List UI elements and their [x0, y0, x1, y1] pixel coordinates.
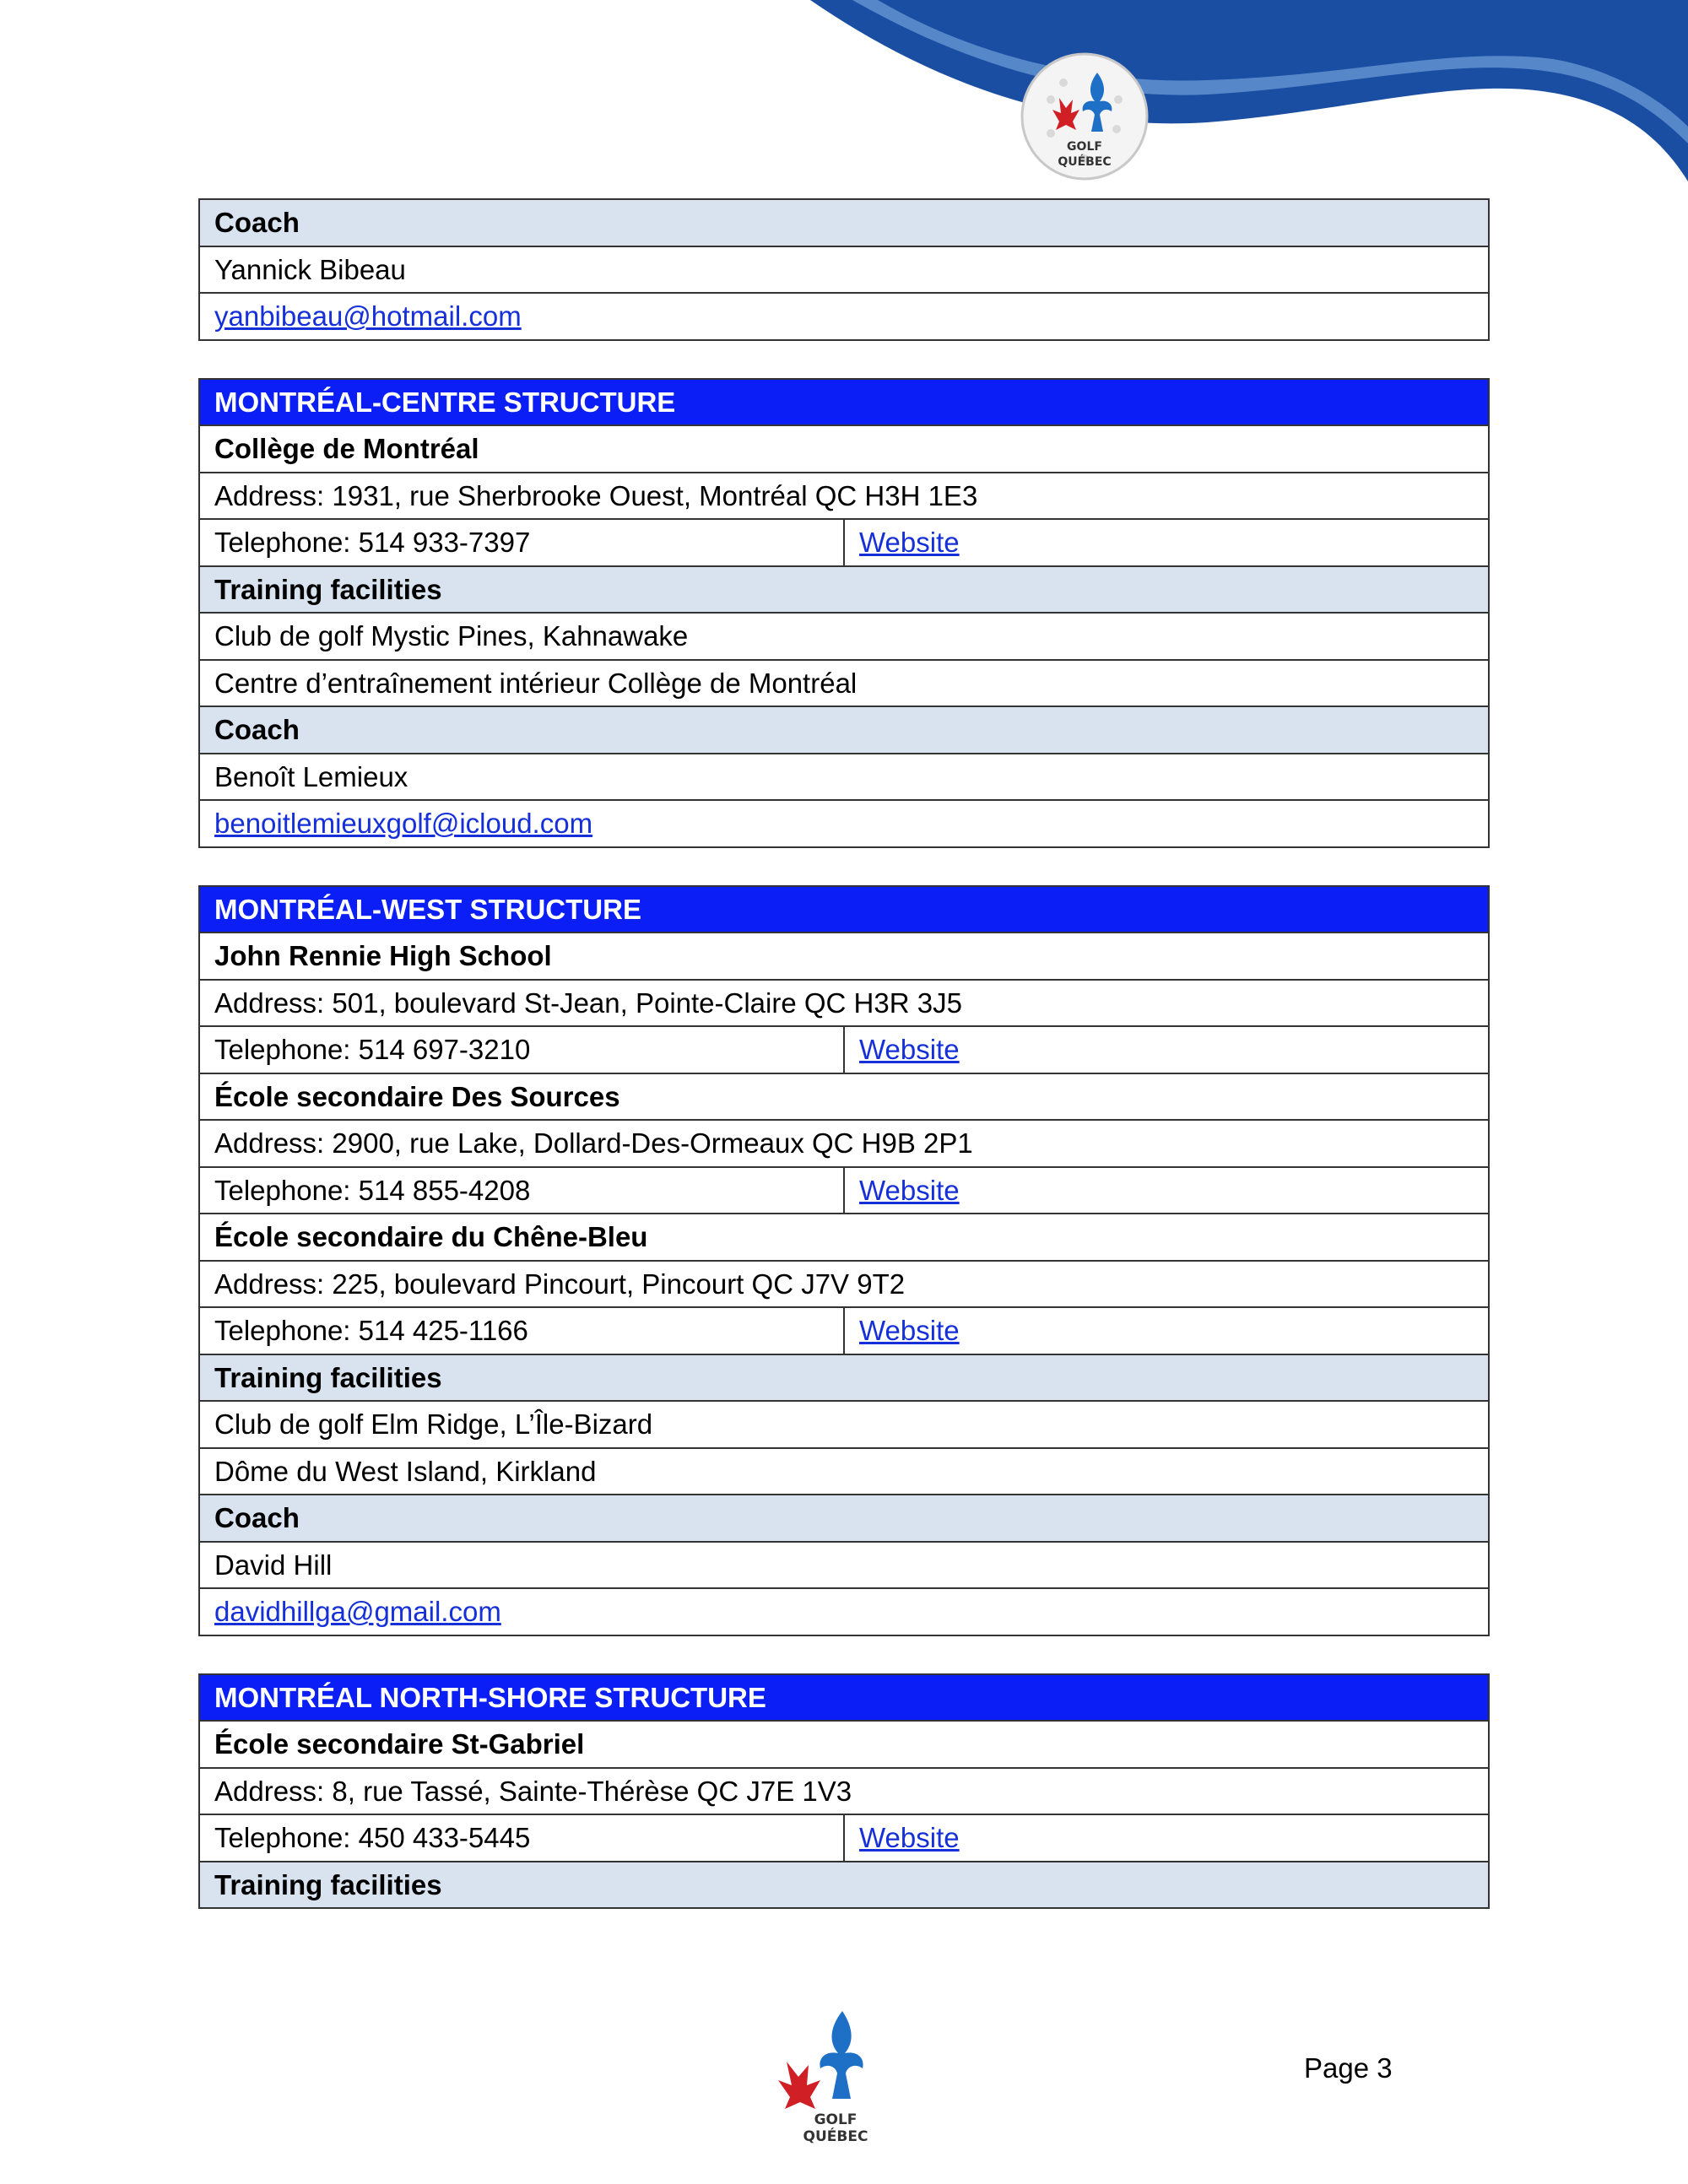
montreal-west-table	[198, 885, 1490, 1636]
coach-name: Yannick Bibeau	[199, 246, 1489, 294]
school-name: École secondaire Des Sources	[199, 1073, 1489, 1121]
coach-header: Coach	[199, 706, 1489, 754]
website-cell	[844, 1026, 1489, 1073]
header-swoosh	[0, 0, 1688, 203]
training-header: Training facilities	[199, 1354, 1489, 1402]
coach-header: Coach	[199, 1495, 1489, 1542]
school-name: École secondaire St-Gabriel	[199, 1721, 1489, 1768]
coach-name: Benoît Lemieux	[199, 754, 1489, 801]
document-content	[198, 198, 1490, 1946]
training-header: Training facilities	[199, 1862, 1489, 1909]
website-link[interactable]: Website	[859, 527, 960, 559]
logo-top-text-1: GOLF	[1067, 140, 1102, 154]
school-telephone: Telephone: 450 433-5445	[199, 1814, 844, 1862]
school-telephone: Telephone: 514 933-7397	[199, 519, 844, 566]
facility-item: Club de golf Mystic Pines, Kahnawake	[199, 613, 1489, 660]
coach-email-cell	[199, 800, 1489, 847]
website-cell	[844, 519, 1489, 566]
school-name: John Rennie High School	[199, 933, 1489, 980]
school-address: Address: 501, boulevard St-Jean, Pointe-Claire QC H3R 3J5	[199, 980, 1489, 1027]
golf-quebec-logo-top	[1017, 49, 1152, 184]
school-address: Address: 2900, rue Lake, Dollard-Des-Ormeaux QC H9B 2P1	[199, 1120, 1489, 1167]
school-name: École secondaire du Chêne-Bleu	[199, 1214, 1489, 1261]
logo-bottom-text-1: GOLF	[814, 2111, 858, 2128]
montreal-north-shore-table	[198, 1673, 1490, 1910]
school-address: Address: 225, boulevard Pincourt, Pincourt QC J7V 9T2	[199, 1261, 1489, 1308]
facility-item: Dôme du West Island, Kirkland	[199, 1448, 1489, 1495]
montreal-centre-table	[198, 378, 1490, 848]
website-link[interactable]: Website	[859, 1315, 960, 1347]
school-name: Collège de Montréal	[199, 425, 1489, 473]
coach-email-cell	[199, 293, 1489, 340]
website-cell	[844, 1167, 1489, 1214]
coach-email-cell	[199, 1588, 1489, 1635]
training-header: Training facilities	[199, 566, 1489, 614]
coach-header: Coach	[199, 199, 1489, 246]
coach-email-link[interactable]: yanbibeau@hotmail.com	[214, 300, 522, 332]
facility-item: Centre d’entraînement intérieur Collège de Montréal	[199, 660, 1489, 707]
section-title: MONTRÉAL-CENTRE STRUCTURE	[199, 379, 1489, 426]
website-cell	[844, 1814, 1489, 1862]
website-cell	[844, 1307, 1489, 1354]
page-number: Page 3	[1304, 2052, 1393, 2084]
section-title: MONTRÉAL-WEST STRUCTURE	[199, 886, 1489, 933]
school-address: Address: 1931, rue Sherbrooke Ouest, Montréal QC H3H 1E3	[199, 473, 1489, 520]
school-telephone: Telephone: 514 697-3210	[199, 1026, 844, 1073]
school-telephone: Telephone: 514 425-1166	[199, 1307, 844, 1354]
top-coach-table	[198, 198, 1490, 341]
website-link[interactable]: Website	[859, 1822, 960, 1854]
logo-top-text-2: QUÉBEC	[1058, 155, 1112, 169]
golf-quebec-logo-bottom	[776, 2004, 895, 2143]
school-telephone: Telephone: 514 855-4208	[199, 1167, 844, 1214]
website-link[interactable]: Website	[859, 1034, 960, 1066]
coach-email-link[interactable]: benoitlemieuxgolf@icloud.com	[214, 808, 593, 840]
section-title: MONTRÉAL NORTH-SHORE STRUCTURE	[199, 1674, 1489, 1722]
logo-bottom-text-2: QUÉBEC	[803, 2128, 868, 2143]
coach-email-link[interactable]: davidhillga@gmail.com	[214, 1596, 501, 1628]
facility-item: Club de golf Elm Ridge, L’Île-Bizard	[199, 1401, 1489, 1448]
school-address: Address: 8, rue Tassé, Sainte-Thérèse QC J7E 1V3	[199, 1768, 1489, 1815]
coach-name: David Hill	[199, 1542, 1489, 1589]
website-link[interactable]: Website	[859, 1174, 960, 1206]
